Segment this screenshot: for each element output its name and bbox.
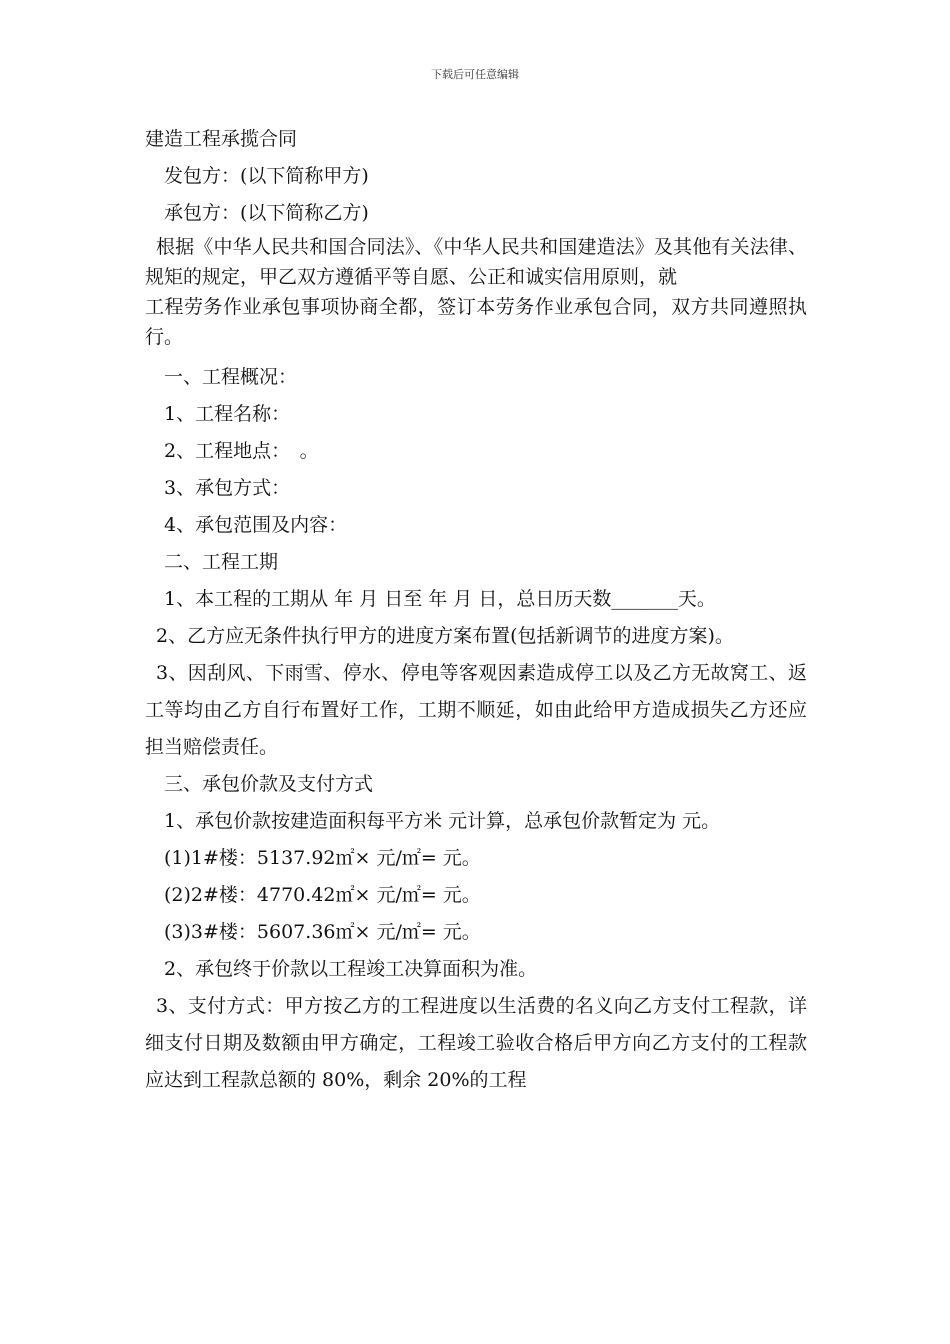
clause-paragraph: 3、支付方式：甲方按乙方的工程进度以生活费的名义向乙方支付工程款，详细支付日期及数额由甲方确定，工程竣工验收合格后甲方向乙方支付的工程款应达到工程款总额的 80%，剩余 20%的工程 [145,995,807,1091]
clause-line: 3、承包方式： [164,477,291,499]
party-a-line: 发包方：(以下简称甲方) [164,165,369,187]
building-line: (3)3#楼：5607.36㎡× 元/㎡= 元。 [164,921,481,943]
document-title: 建造工程承揽合同 [145,128,298,150]
clause-line: 4、承包范围及内容： [164,514,348,536]
section-heading: 一、工程概况： [164,366,298,388]
document-body [145,121,807,1099]
clause-line: 1、工程名称： [164,403,291,425]
clause-paragraph: 3、因刮风、下雨雪、停水、停电等客观因素造成停工以及乙方无故窝工、返工等均由乙方自行布置好工作，工期不顺延，如由此给甲方造成损失乙方还应担当赔偿责任。 [145,662,807,758]
building-line: (1)1#楼：5137.92㎡× 元/㎡= 元。 [164,847,481,869]
party-b-line: 承包方：(以下简称乙方) [164,202,369,224]
clause-line: 2、承包终于价款以工程竣工决算面积为准。 [164,958,538,980]
clause-line: 2、工程地点： 。 [164,440,319,462]
page-header: 下载后可任意编辑 [431,68,519,81]
clause-paragraph: 2、乙方应无条件执行甲方的进度方案布置(包括新调节的进度方案)。 [156,625,734,647]
clause-line: 1、本工程的工期从 年 月 日至 年 月 日，总日历天数_______天。 [164,588,716,610]
section-heading: 二、工程工期 [164,551,279,573]
building-line: (2)2#楼：4770.42㎡× 元/㎡= 元。 [164,884,481,906]
preamble-continuation: 工程劳务作业承包事项协商全都，签订本劳务作业承包合同，双方共同遵照执行。 [145,296,807,348]
section-heading: 三、承包价款及支付方式 [164,773,374,795]
preamble-paragraph: 根据《中华人民共和国合同法》、《中华人民共和国建造法》及其他有关法律、规矩的规定，甲乙双方遵循平等自愿、公正和诚实信用原则，就 [145,236,807,288]
clause-line: 1、承包价款按建造面积每平方米 元计算，总承包价款暂定为 元。 [164,810,721,832]
